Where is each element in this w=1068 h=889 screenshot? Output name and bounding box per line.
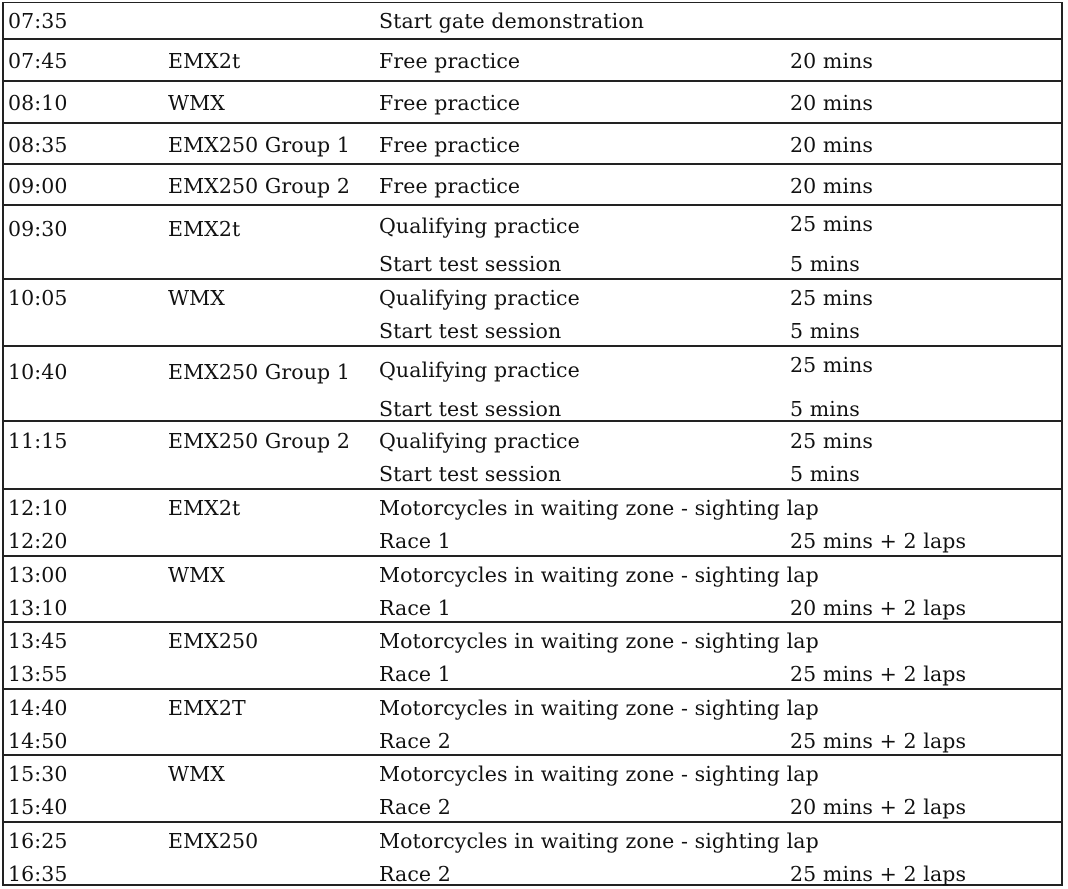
duration-cell: 25 mins: [790, 212, 874, 236]
time-cell: 16:35: [8, 862, 68, 886]
activity-cell: Race 2: [379, 862, 451, 886]
activity-cell: Free practice: [379, 133, 521, 157]
class-cell: EMX250 Group 1: [168, 360, 350, 384]
class-cell: EMX250 Group 2: [168, 429, 350, 453]
activity-cell: Start test session: [379, 252, 562, 276]
duration-cell: 25 mins: [790, 353, 874, 377]
duration-cell: 25 mins + 2 laps: [790, 729, 967, 753]
duration-cell: 25 mins + 2 laps: [790, 662, 967, 686]
time-cell: 16:25: [8, 829, 68, 853]
time-cell: 13:10: [8, 596, 68, 620]
activity-cell: Motorcycles in waiting zone - sighting lap: [379, 762, 819, 786]
activity-cell: Start test session: [379, 397, 562, 421]
table-row: [4, 82, 1061, 124]
schedule-table: [2, 2, 1063, 886]
class-cell: WMX: [168, 762, 225, 786]
activity-cell: Race 1: [379, 662, 451, 686]
activity-cell: Free practice: [379, 91, 521, 115]
table-row: [4, 490, 1061, 557]
time-cell: 12:20: [8, 529, 68, 553]
duration-cell: 25 mins: [790, 286, 874, 310]
class-cell: EMX250: [168, 829, 259, 853]
time-cell: 09:00: [8, 174, 68, 198]
activity-cell: Qualifying practice: [379, 429, 580, 453]
duration-cell: 20 mins: [790, 133, 874, 157]
duration-cell: 5 mins: [790, 462, 860, 486]
time-cell: 13:00: [8, 563, 68, 587]
activity-cell: Qualifying practice: [379, 358, 580, 382]
time-cell: 10:40: [8, 360, 68, 384]
table-row: [4, 3, 1061, 40]
time-cell: 08:10: [8, 91, 68, 115]
time-cell: 13:45: [8, 629, 68, 653]
table-row: [4, 40, 1061, 82]
time-cell: 07:35: [8, 9, 68, 33]
duration-cell: 25 mins: [790, 429, 874, 453]
activity-cell: Start test session: [379, 462, 562, 486]
table-row: [4, 756, 1061, 823]
duration-cell: 5 mins: [790, 397, 860, 421]
activity-cell: Motorcycles in waiting zone - sighting lap: [379, 696, 819, 720]
time-cell: 14:40: [8, 696, 68, 720]
activity-cell: Race 2: [379, 729, 451, 753]
table-row: [4, 623, 1061, 690]
table-row: [4, 347, 1061, 422]
activity-cell: Qualifying practice: [379, 286, 580, 310]
duration-cell: 25 mins + 2 laps: [790, 862, 967, 886]
activity-cell: Race 1: [379, 596, 451, 620]
class-cell: EMX2t: [168, 49, 241, 73]
duration-cell: 20 mins + 2 laps: [790, 596, 967, 620]
time-cell: 14:50: [8, 729, 68, 753]
duration-cell: 5 mins: [790, 252, 860, 276]
class-cell: WMX: [168, 563, 225, 587]
activity-cell: Qualifying practice: [379, 214, 580, 238]
time-cell: 15:30: [8, 762, 68, 786]
table-row: [4, 823, 1061, 887]
time-cell: 13:55: [8, 662, 68, 686]
time-cell: 11:15: [8, 429, 68, 453]
time-cell: 07:45: [8, 49, 68, 73]
activity-cell: Motorcycles in waiting zone - sighting lap: [379, 496, 819, 520]
time-cell: 08:35: [8, 133, 68, 157]
table-row: [4, 280, 1061, 347]
table-row: [4, 124, 1061, 165]
activity-cell: Start test session: [379, 319, 562, 343]
class-cell: EMX2t: [168, 217, 241, 241]
activity-cell: Motorcycles in waiting zone - sighting lap: [379, 829, 819, 853]
class-cell: EMX250 Group 1: [168, 133, 350, 157]
class-cell: WMX: [168, 91, 225, 115]
time-cell: 09:30: [8, 217, 68, 241]
class-cell: EMX250: [168, 629, 259, 653]
class-cell: EMX2t: [168, 496, 241, 520]
duration-cell: 20 mins: [790, 49, 874, 73]
duration-cell: 25 mins + 2 laps: [790, 529, 967, 553]
time-cell: 12:10: [8, 496, 68, 520]
duration-cell: 20 mins: [790, 174, 874, 198]
activity-cell: Motorcycles in waiting zone - sighting lap: [379, 629, 819, 653]
class-cell: EMX2T: [168, 696, 246, 720]
table-row: [4, 422, 1061, 490]
class-cell: WMX: [168, 286, 225, 310]
activity-cell: Race 2: [379, 795, 451, 819]
activity-cell: Race 1: [379, 529, 451, 553]
duration-cell: 20 mins: [790, 91, 874, 115]
duration-cell: 5 mins: [790, 319, 860, 343]
table-row: [4, 557, 1061, 623]
activity-cell: Start gate demonstration: [379, 9, 645, 33]
table-row: [4, 165, 1061, 206]
activity-cell: Motorcycles in waiting zone - sighting lap: [379, 563, 819, 587]
class-cell: EMX250 Group 2: [168, 174, 350, 198]
activity-cell: Free practice: [379, 174, 521, 198]
time-cell: 15:40: [8, 795, 68, 819]
time-cell: 10:05: [8, 286, 68, 310]
activity-cell: Free practice: [379, 49, 521, 73]
table-row: [4, 206, 1061, 280]
table-row: [4, 690, 1061, 756]
duration-cell: 20 mins + 2 laps: [790, 795, 967, 819]
